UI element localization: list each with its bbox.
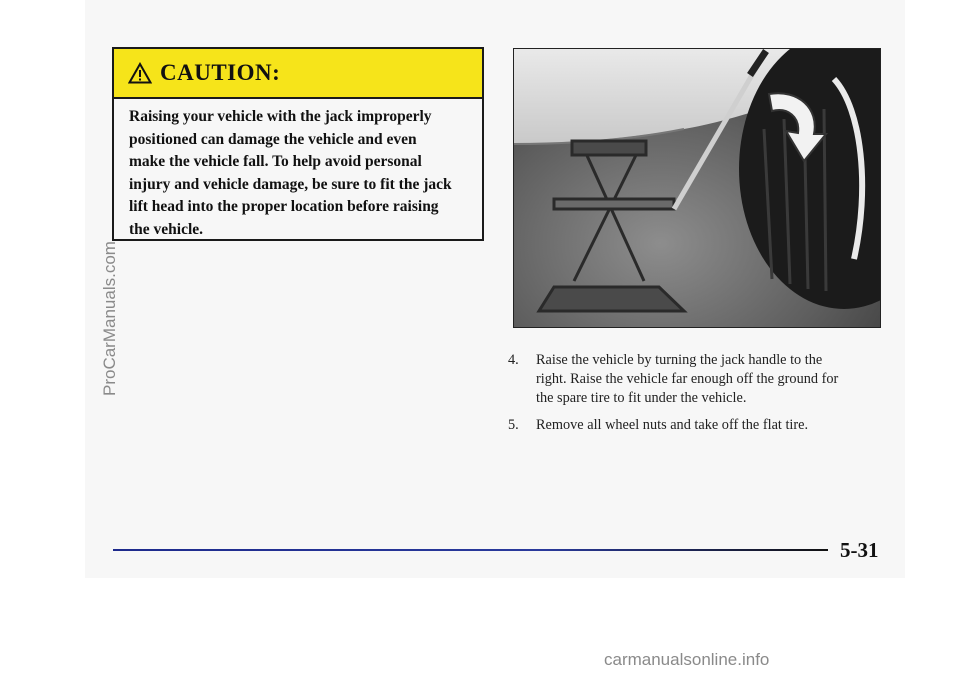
step-line: right. Raise the vehicle far enough off the ground for [536, 371, 839, 387]
caution-text [114, 99, 482, 241]
side-watermark: ProCarManuals.com [100, 241, 119, 396]
caution-line: injury and vehicle damage, be sure to fit the jack [129, 175, 452, 193]
step-text [536, 416, 808, 435]
step-text [536, 351, 838, 408]
page-number: 5-31 [840, 538, 879, 562]
step-item [508, 416, 868, 435]
instruction-steps [508, 351, 868, 443]
bottom-watermark: carmanualsonline.info [604, 650, 770, 669]
jack-photo [513, 48, 881, 328]
step-number: 4. [508, 352, 519, 368]
caution-header [114, 49, 482, 99]
step-number: 5. [508, 417, 519, 433]
step-item [508, 351, 868, 408]
step-line: the spare tire to fit under the vehicle. [536, 390, 747, 406]
caution-line: the vehicle. [129, 220, 204, 238]
caution-line: Raising your vehicle with the jack improperly [129, 108, 432, 125]
caution-box [112, 47, 484, 241]
caution-title: CAUTION: [160, 60, 281, 85]
footer-rule [113, 549, 828, 551]
step-line: Raise the vehicle by turning the jack handle to the [536, 352, 823, 368]
step-line: Remove all wheel nuts and take off the flat tire. [536, 417, 809, 433]
jack-photo-illustration [514, 49, 880, 327]
warning-triangle-icon [128, 62, 152, 84]
caution-line: make the vehicle fall. To help avoid personal [129, 153, 422, 170]
caution-line: positioned can damage the vehicle and even [129, 130, 417, 148]
caution-line: lift head into the proper location before raising [129, 198, 439, 215]
